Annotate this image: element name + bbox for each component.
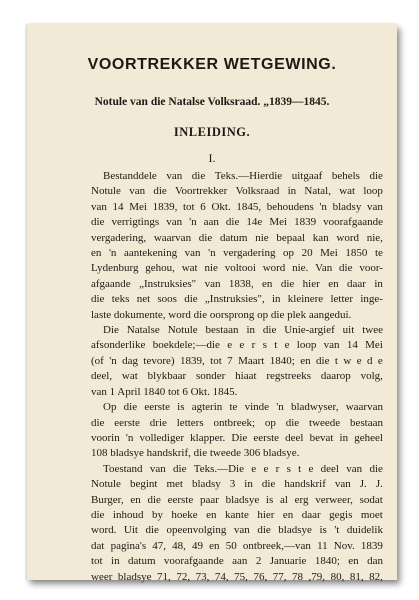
- text-line: Notule begint met bladsy 3 in die handskrif van J. J.: [91, 478, 383, 491]
- text-line: die verrigtings van 'n aan die 14e Mei 1839 voorafgaande: [91, 216, 383, 229]
- text-line: 108 bladsye handskrif, die tweede 306 bladsye.: [91, 447, 300, 460]
- page-title: VOORTREKKER WETGEWING.: [87, 56, 337, 73]
- text-line: (of 'n dag tevore) 1839, tot 7 Maart 1840; en die t w e d e: [91, 354, 383, 367]
- document-page: [27, 24, 397, 583]
- text-line: die eerste drie letters ontbreek; op die tweede bestaan: [91, 416, 383, 429]
- text-line: laste dokumente, word die oorsprong op die plek aangedui.: [91, 308, 352, 321]
- text-line: weer bladsye 71, 72, 73, 74, 75, 76, 77, 78 ,79, 80, 81, 82,: [91, 570, 383, 583]
- text-line: die inhoud by hoeke en kante hier en daar gegis moet: [91, 508, 383, 521]
- text-line: Notule van die Voortrekker Volksraad in Natal, wat loop: [91, 185, 383, 198]
- text-line: voorin 'n vollediger klapper. Die eerste deel bevat in geheel: [91, 431, 383, 444]
- text-line: afsonderlike boekdele;—die e e r s t e loop van 14 Mei: [91, 339, 383, 352]
- text-line: vergadering, waarvan die datum nie bepaal kan word nie,: [91, 231, 383, 244]
- text-line: van 1 April 1840 tot 6 Okt. 1845.: [91, 385, 238, 398]
- text-line: en 'n aantekening van 'n vergadering op 20 Mei 1850 te: [91, 247, 383, 260]
- section-number: I.: [208, 151, 216, 165]
- text-line: Die Natalse Notule bestaan in die Unie-argief uit twee: [103, 324, 383, 337]
- text-line: tot in datum voorafgaande aan 2 Januarie 1840; en dan: [91, 555, 383, 568]
- text-line: Burger, en die eerste paar bladsye is al erg verweer, sodat: [91, 493, 383, 506]
- text-line: Lydenburg gehou, wat nie voltooi word nie. Van die voor-: [91, 262, 383, 275]
- text-line: word. Uit die opeenvolging van die bladsye is 't duidelik: [91, 524, 383, 537]
- text-line: afgaande „Instruksies" van 1838, en die hier en daar in: [91, 277, 383, 290]
- section-heading: INLEIDING.: [173, 125, 251, 139]
- text-line: Op die eerste is agterin te vinde 'n bladwyser, waarvan: [103, 401, 383, 414]
- text-line: Bestanddele van die Teks.—Hierdie uitgaaf behels die: [103, 170, 383, 182]
- text-line: dat pagina's 47, 48, 49 en 50 ontbreek,—van 11 Nov. 1839: [91, 539, 383, 552]
- text-line: Toestand van die Teks.—Die e e r s t e deel van die: [103, 462, 383, 475]
- text-line: deel, wat blykbaar sonder hiaat regstreeks daarop volg,: [91, 370, 383, 383]
- text-line: die teks net soos die „Instruksies", in kleinere letter inge-: [91, 293, 383, 306]
- page-subtitle: Notule van die Natalse Volksraad. „1839—1845.: [94, 96, 330, 108]
- body-text: [91, 169, 383, 585]
- text-line: van 14 Mei 1839, tot 6 Okt. 1845, behoudens 'n bladsy van: [91, 200, 383, 213]
